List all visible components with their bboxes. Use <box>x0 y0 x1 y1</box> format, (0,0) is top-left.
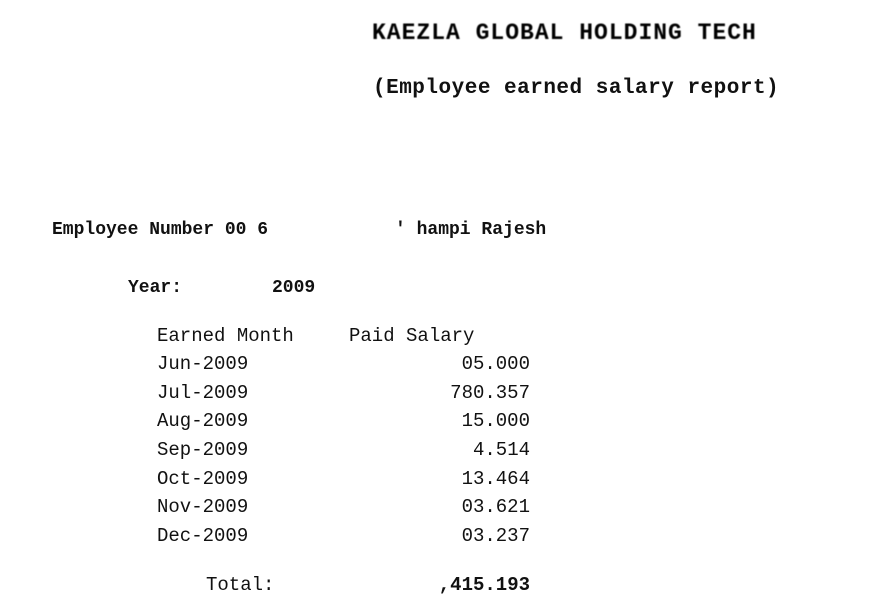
total-label: Total: <box>206 574 275 596</box>
year-value: 2009 <box>272 278 316 298</box>
table-row <box>157 410 537 439</box>
column-header-salary: Paid Salary <box>349 325 475 347</box>
year-label: Year: <box>128 278 183 298</box>
salary-table <box>157 353 537 554</box>
row-amount: 03.237 <box>461 525 530 548</box>
table-row <box>157 439 537 468</box>
report-title: (Employee earned salary report) <box>373 77 780 100</box>
row-month: Aug-2009 <box>157 410 249 433</box>
company-name: KAEZLA GLOBAL HOLDING TECH <box>372 20 757 46</box>
row-month: Nov-2009 <box>157 496 249 519</box>
row-month: Jun-2009 <box>157 353 249 375</box>
row-amount: 780.357 <box>450 381 530 404</box>
row-month: Oct-2009 <box>157 467 249 490</box>
row-amount: 4.514 <box>472 439 530 462</box>
row-amount: 13.464 <box>461 467 530 490</box>
employee-number: Employee Number 00 6 <box>52 220 269 240</box>
row-amount: 03.621 <box>461 496 530 519</box>
row-month: Dec-2009 <box>157 525 249 548</box>
row-month: Jul-2009 <box>157 381 249 404</box>
row-amount: 05.000 <box>461 353 530 375</box>
row-month: Sep-2009 <box>157 439 249 462</box>
table-row <box>157 525 537 554</box>
total-value: ,415.193 <box>438 574 530 596</box>
employee-name: ' hampi Rajesh <box>395 220 547 240</box>
table-row <box>157 353 537 382</box>
table-row <box>157 382 537 411</box>
row-amount: 15.000 <box>461 410 530 433</box>
table-row <box>157 468 537 497</box>
column-header-month: Earned Month <box>157 325 294 347</box>
table-row <box>157 496 537 525</box>
